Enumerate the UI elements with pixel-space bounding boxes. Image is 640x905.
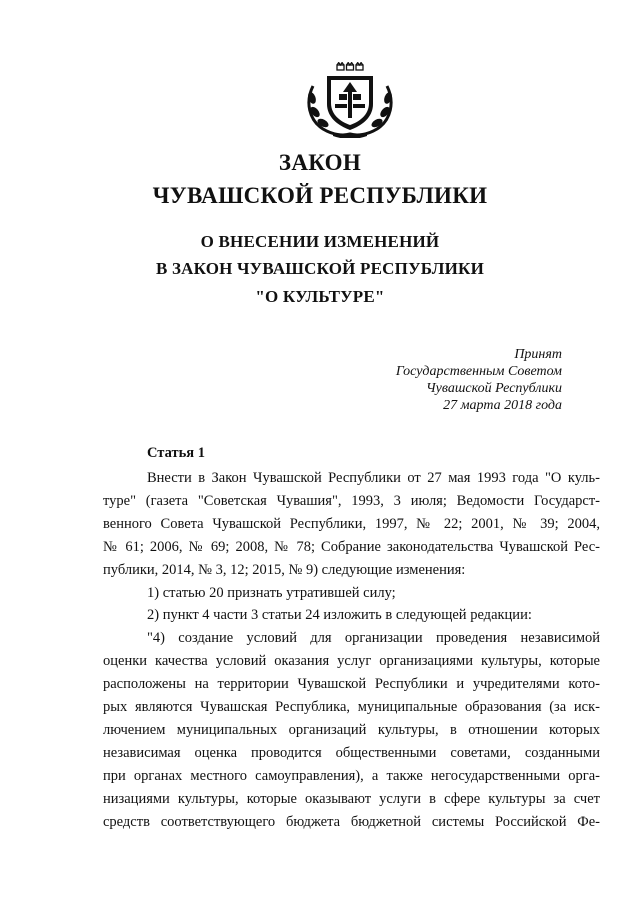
article-body [103,467,600,834]
article-line: независимая оценка проводится общественными советами, созданными [103,744,600,761]
article-line: № 61; 2006, № 69; 2008, № 78; Собрание законодательства Чувашской Рес- [103,538,600,555]
article-line: публики, 2014, № 3, 12; 2015, № 9) следующие изменения: [103,561,466,578]
adoption-date: 27 марта 2018 года [443,398,562,413]
law-title-republic: ЧУВАШСКОЙ РЕСПУБЛИКИ [152,183,488,208]
article-line: средств соответствующего бюджета бюджетной системы Российской Фе- [103,813,600,830]
law-title: ЗАКОН [278,150,362,175]
adoption-label: Принят [514,347,562,362]
adoption-republic: Чувашской Республики [426,381,562,396]
article-line: оценки качества условий оказания услуг организациями культуры, которые [103,653,600,670]
article-line: "4) создание условий для организации проведения независимой [147,630,600,647]
adoption-body: Государственным Советом [395,364,562,379]
article-line: лючением муниципальных организаций культуры, в отношении которых [103,721,600,738]
article-line: расположены на территории Чувашской Республики и учредителями кото- [103,676,600,693]
law-subtitle-line-1: О ВНЕСЕНИИ ИЗМЕНЕНИЙ [200,232,440,251]
article-line: туре" (газета "Советская Чувашия", 1993, 3 июля; Ведомости Государст- [103,492,600,509]
article-line: низациями культуры, которые оказывают услуги в сфере культуры за счет [103,790,600,807]
adoption-note [312,346,562,414]
article-heading: Статья 1 [147,445,205,461]
article-line: Внести в Закон Чувашской Республики от 27 мая 1993 года "О куль- [147,470,600,486]
law-subtitle-line-3: "О КУЛЬТУРЕ" [255,287,385,306]
article-line: 1) статью 20 признать утратившей силу; [147,584,396,601]
article-line: при органах местного самоуправления), а также негосударственными орга- [103,767,600,784]
article-line: венного Совета Чувашской Республики, 1997, № 22; 2001, № 39; 2004, [103,515,600,532]
article-line: 2) пункт 4 части 3 статьи 24 изложить в следующей редакции: [147,607,532,624]
emblem-icon [303,62,397,138]
article-line: рых являются Чувашская Республика, муниципальные образования (за иск- [103,699,600,716]
law-subtitle-line-2: В ЗАКОН ЧУВАШСКОЙ РЕСПУБЛИКИ [155,259,485,278]
